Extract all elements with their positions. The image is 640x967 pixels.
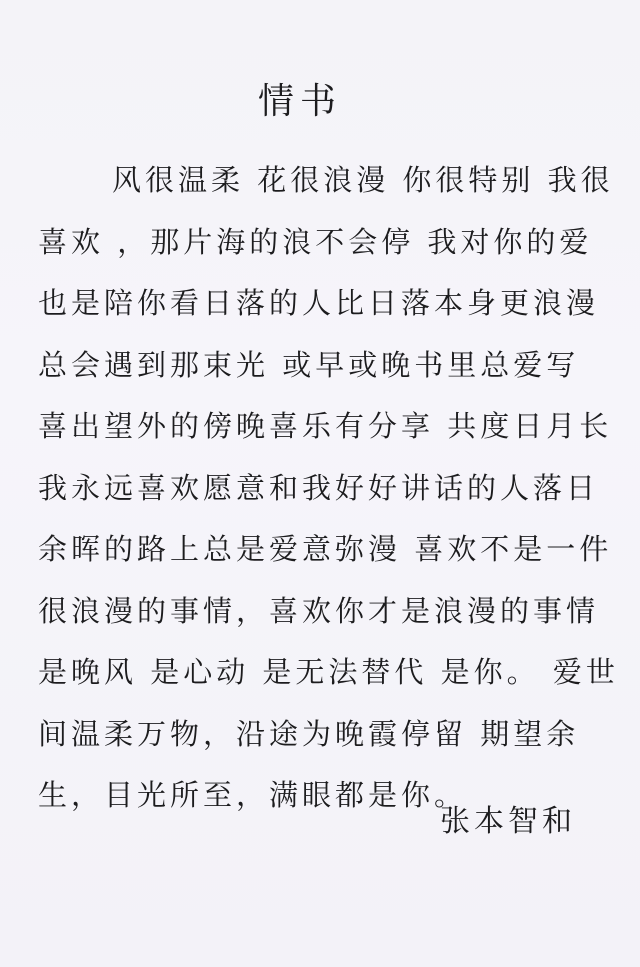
letter-line: 我永远喜欢愿意和我好好讲话的人落日 bbox=[38, 470, 600, 505]
letter-line: 余晖的路上总是爱意弥漫 喜欢不是一件 bbox=[38, 532, 613, 566]
letter-line: 喜欢 ，那片海的浪不会停 我对你的爱 bbox=[38, 224, 593, 259]
letter-line: 总会遇到那束光 或早或晚书里总爱写 bbox=[38, 347, 580, 382]
letter-line: 间温柔万物，沿途为晚霞停留 期望余 bbox=[38, 716, 580, 751]
letter-line: 风很温柔 花很浪漫 你很特别 我很 bbox=[112, 163, 614, 197]
letter-line: 很浪漫的事情，喜欢你才是浪漫的事情 bbox=[38, 593, 600, 628]
letter-line: 生，目光所至，满眼都是你。 bbox=[38, 778, 468, 812]
letter-signature: 张本智和 bbox=[440, 804, 576, 839]
letter-body bbox=[38, 150, 619, 827]
letter-title: 情书 bbox=[257, 81, 342, 122]
letter-line: 喜出望外的傍晚喜乐有分享 共度日月长 bbox=[38, 409, 613, 443]
letter-line: 是晚风 是心动 是无法替代 是你。 爱世 bbox=[38, 655, 619, 689]
letter-line: 也是陪你看日落的人比日落本身更浪漫 bbox=[38, 286, 600, 320]
